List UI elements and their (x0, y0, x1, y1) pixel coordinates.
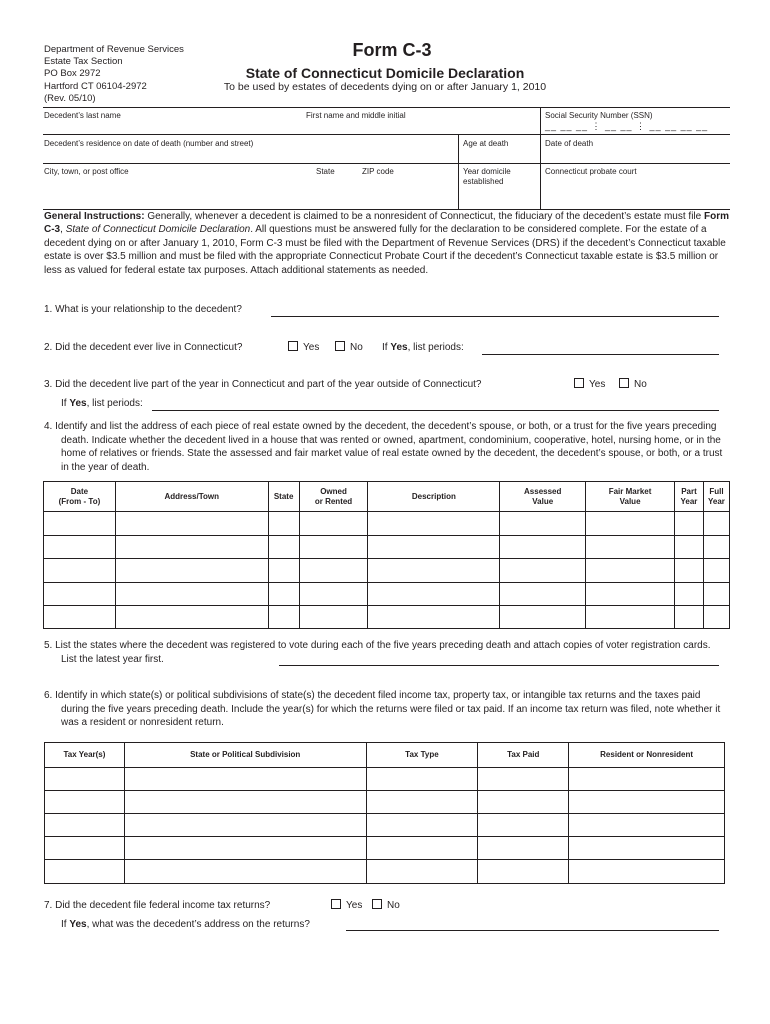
header-text: Fair Market (608, 486, 652, 496)
agency-line: Estate Tax Section (44, 56, 123, 68)
column-header-description (368, 482, 500, 512)
table-cell[interactable] (703, 559, 729, 583)
table-cell[interactable] (500, 512, 586, 536)
header-text: Assessed (524, 486, 562, 496)
question-4 (44, 420, 727, 474)
column-header-assessed (500, 482, 586, 512)
age-at-death-field[interactable]: Age at death (463, 139, 509, 148)
year-domicile-label: Year domicile (463, 167, 511, 176)
form-subtitle: To be used by estates of decedents dying on or after January 1, 2010 (223, 81, 547, 93)
ssn-field[interactable]: Social Security Number (SSN) (545, 111, 653, 120)
table-cell[interactable] (299, 559, 368, 583)
question-6 (44, 689, 727, 730)
yes-label: Yes (589, 379, 606, 390)
table-cell[interactable] (299, 512, 368, 536)
header-text: Value (619, 496, 641, 506)
general-instructions (44, 210, 730, 277)
question-7: 7. Did the decedent file federal income tax returns? (44, 900, 271, 911)
checkbox-icon (331, 899, 341, 909)
checkbox-icon (288, 341, 298, 351)
header-text: Owned (320, 486, 347, 496)
table-cell[interactable] (44, 536, 116, 559)
table-cell[interactable] (124, 791, 366, 814)
table-cell[interactable] (586, 536, 675, 559)
table-cell[interactable] (268, 536, 299, 559)
table-cell[interactable] (366, 860, 478, 884)
if-prefix: If (61, 919, 70, 930)
q3-periods-input[interactable] (152, 410, 719, 411)
last-name-field[interactable]: Decedent’s last name (44, 111, 121, 120)
federal-address-input[interactable] (346, 930, 719, 931)
table-row (45, 837, 725, 860)
table-cell[interactable] (478, 860, 569, 884)
agency-line: PO Box 2972 (44, 68, 101, 80)
agency-line: Hartford CT 06104-2972 (44, 80, 147, 92)
table-cell[interactable] (368, 536, 500, 559)
column-header-full-year (703, 482, 729, 512)
table-cell[interactable] (299, 583, 368, 606)
table-cell[interactable] (569, 791, 725, 814)
no-label: No (634, 379, 647, 390)
probate-court-field[interactable]: Connecticut probate court (545, 167, 637, 176)
checkbox-icon (335, 341, 345, 351)
table-cell[interactable] (569, 814, 725, 837)
table-cell[interactable] (45, 837, 125, 860)
real-estate-table (43, 481, 730, 629)
table-cell[interactable] (115, 536, 268, 559)
q3-yes-checkbox[interactable] (572, 378, 605, 390)
question-2: 2. Did the decedent ever live in Connecticut? (44, 342, 243, 353)
table-cell[interactable] (368, 606, 500, 629)
table-cell[interactable] (124, 860, 366, 884)
q2-if-yes-label (382, 341, 464, 355)
table-cell[interactable] (45, 791, 125, 814)
table-cell[interactable] (299, 606, 368, 629)
if-suffix: , list periods: (86, 398, 143, 409)
agency-line: Department of Revenue Services (44, 44, 184, 55)
table-cell[interactable] (44, 606, 116, 629)
table-cell[interactable] (569, 860, 725, 884)
checkbox-icon (619, 378, 629, 388)
table-cell[interactable] (478, 791, 569, 814)
header-text: or Rented (314, 496, 353, 506)
tax-returns-table (44, 742, 725, 884)
table-cell[interactable] (703, 583, 729, 606)
city-field[interactable]: City, town, or post office (44, 167, 129, 176)
first-name-field[interactable]: First name and middle initial (306, 111, 406, 120)
question-5 (44, 639, 727, 666)
column-header-resident: Resident or Nonresident (569, 743, 725, 768)
form-number: Form C-3 (352, 40, 432, 60)
table-cell[interactable] (44, 583, 116, 606)
table-cell[interactable] (703, 536, 729, 559)
residence-field[interactable]: Decedent’s residence on date of death (number and street) (44, 139, 254, 148)
column-header-state-subdivision: State or Political Subdivision (124, 743, 366, 768)
no-label: No (350, 342, 363, 353)
table-cell[interactable] (45, 768, 125, 791)
table-cell[interactable] (366, 814, 478, 837)
header-text: Address/Town (164, 491, 220, 501)
instructions-text: Generally, whenever a decedent is claimed to be a nonresident of Connecticut, the fiduciary of the decedent’s estate must file (144, 211, 704, 222)
table-row (44, 606, 730, 629)
header-text: Date (70, 486, 89, 496)
table-cell[interactable] (124, 768, 366, 791)
column-header-tax-year: Tax Year(s) (45, 743, 125, 768)
year-domicile-label: established (463, 177, 504, 186)
revision-date: (Rev. 05/10) (44, 92, 96, 104)
table-cell[interactable] (674, 512, 703, 536)
table-row (45, 768, 725, 791)
table-row (45, 791, 725, 814)
table-cell[interactable] (115, 512, 268, 536)
no-label: No (387, 900, 400, 911)
table-cell[interactable] (674, 559, 703, 583)
question-4-text: 4. Identify and list the address of each piece of real estate owned by the decedent, the decedent’s spouse, or both, or a trust for the five years preceding death. Indicate whether the decedent lived in a house that was rented or owned, apartment, condominium, cooperative, hotel, nursing home, or in the home of relatives or friends. State the assessed and fair market value of real estate owned by the decedent, the decedent’s spouse, or both, or a trust in the year of death. (44, 421, 723, 473)
table-cell[interactable] (368, 583, 500, 606)
table-cell[interactable] (478, 768, 569, 791)
table-cell[interactable] (674, 606, 703, 629)
table-cell[interactable] (478, 814, 569, 837)
table-row (44, 512, 730, 536)
if-suffix: , list periods: (407, 342, 464, 353)
state-field[interactable]: State (316, 167, 335, 176)
yes-label: Yes (303, 342, 320, 353)
header-text: Part (681, 486, 697, 496)
if-prefix: If (382, 342, 391, 353)
yes-label: Yes (346, 900, 363, 911)
table-cell[interactable] (268, 559, 299, 583)
table-cell[interactable] (500, 583, 586, 606)
table-cell[interactable] (268, 512, 299, 536)
column-header-tax-type: Tax Type (366, 743, 478, 768)
header-text: State (273, 491, 294, 501)
table-cell[interactable] (703, 512, 729, 536)
table-cell[interactable] (478, 837, 569, 860)
column-header-address (115, 482, 268, 512)
table-row (44, 559, 730, 583)
column-header-fair-market (586, 482, 675, 512)
q3-no-checkbox[interactable] (617, 378, 647, 390)
table-cell[interactable] (115, 583, 268, 606)
instructions-text: , (60, 224, 66, 236)
if-yes-bold: Yes (69, 919, 87, 930)
column-header-tax-paid: Tax Paid (478, 743, 569, 768)
question-6-text: 6. Identify in which state(s) or political subdivisions of state(s) the decedent filed income tax, property tax, or intangible tax returns and the taxes paid during the five years preceding death. Include the year(s) for which the returns were filed or tax paid. If an income tax return was filed, note whether it was a resident or nonresident return. (44, 690, 721, 729)
table-cell[interactable] (586, 583, 675, 606)
table-cell[interactable] (368, 559, 500, 583)
table-row (44, 583, 730, 606)
table-cell[interactable] (674, 583, 703, 606)
question-5-text: 5. List the states where the decedent was registered to vote during each of the five years preceding death and attach copies of voter registration cards. List the latest year first. (44, 640, 711, 665)
table-cell[interactable] (500, 559, 586, 583)
decedent-info-grid (43, 107, 730, 210)
header-text: (From - To) (58, 496, 101, 506)
form-reference: Form C-3 (44, 211, 729, 236)
table-cell[interactable] (569, 768, 725, 791)
form-title: State of Connecticut Domicile Declaration (245, 65, 525, 81)
table-row (45, 814, 725, 837)
q7-yes-checkbox[interactable] (329, 899, 362, 911)
header-text: Description (411, 491, 456, 501)
zip-field[interactable]: ZIP code (362, 167, 394, 176)
if-suffix: , what was the decedent’s address on the returns? (86, 919, 310, 930)
table-row (44, 536, 730, 559)
if-yes-bold: Yes (390, 342, 408, 353)
ssn-blanks[interactable]: __ __ __ ⋮ __ __ ⋮ __ __ __ __ (545, 121, 709, 131)
table-cell[interactable] (44, 512, 116, 536)
table-cell[interactable] (586, 606, 675, 629)
column-header-owned (299, 482, 368, 512)
q2-yes-checkbox[interactable] (286, 341, 319, 353)
table-cell[interactable] (268, 606, 299, 629)
year-domicile-field[interactable] (463, 167, 511, 187)
table-cell[interactable] (115, 559, 268, 583)
voter-states-input[interactable] (279, 665, 719, 666)
table-cell[interactable] (703, 606, 729, 629)
relationship-input[interactable] (271, 316, 719, 317)
column-header-part-year (674, 482, 703, 512)
checkbox-icon (574, 378, 584, 388)
table-cell[interactable] (569, 837, 725, 860)
checkbox-icon (372, 899, 382, 909)
table-cell[interactable] (366, 837, 478, 860)
table-cell[interactable] (500, 606, 586, 629)
question-1: 1. What is your relationship to the decedent? (44, 304, 242, 315)
table-cell[interactable] (366, 768, 478, 791)
instructions-text: . All questions must be answered fully for the declaration to be considered complete. For the estate of a decedent dying on or after January 1, 2010, Form C-3 must be filed with the Department of Revenue Services (DRS) if the decedent’s Connecticut taxable estate is over $3.5 million and must be filed with the appropriate Connecticut Probate Court if the decedent’s Connecticut taxable estate is $3.5 million or less as valued for federal estate tax purposes. Attach additional statements as needed. (44, 224, 726, 276)
table-cell[interactable] (586, 512, 675, 536)
q3-if-yes-label (61, 397, 143, 411)
header-text: Year (680, 496, 698, 506)
header-text: Full (709, 486, 724, 496)
if-prefix: If (61, 398, 70, 409)
date-of-death-field[interactable]: Date of death (545, 139, 594, 148)
table-cell[interactable] (115, 606, 268, 629)
table-cell[interactable] (586, 559, 675, 583)
if-yes-bold: Yes (69, 398, 87, 409)
header-text: Year (708, 496, 725, 506)
q7-no-checkbox[interactable] (370, 899, 400, 911)
table-row (45, 860, 725, 884)
table-cell[interactable] (268, 583, 299, 606)
instructions-heading: General Instructions: (44, 211, 145, 222)
q2-no-checkbox[interactable] (333, 341, 363, 353)
form-reference-title: State of Connecticut Domicile Declaration (65, 224, 251, 236)
table-cell[interactable] (366, 791, 478, 814)
table-cell[interactable] (45, 814, 125, 837)
table-cell[interactable] (368, 512, 500, 536)
q2-periods-input[interactable] (482, 354, 719, 355)
column-header-state (268, 482, 299, 512)
table-cell[interactable] (299, 536, 368, 559)
question-3: 3. Did the decedent live part of the year in Connecticut and part of the year outside of Connecticut? (44, 379, 482, 390)
table-cell[interactable] (44, 559, 116, 583)
table-cell[interactable] (674, 536, 703, 559)
table-cell[interactable] (45, 860, 125, 884)
header-text: Value (532, 496, 554, 506)
column-header-date (44, 482, 116, 512)
table-cell[interactable] (500, 536, 586, 559)
table-cell[interactable] (124, 837, 366, 860)
table-cell[interactable] (124, 814, 366, 837)
q7-if-yes-label (61, 918, 310, 932)
